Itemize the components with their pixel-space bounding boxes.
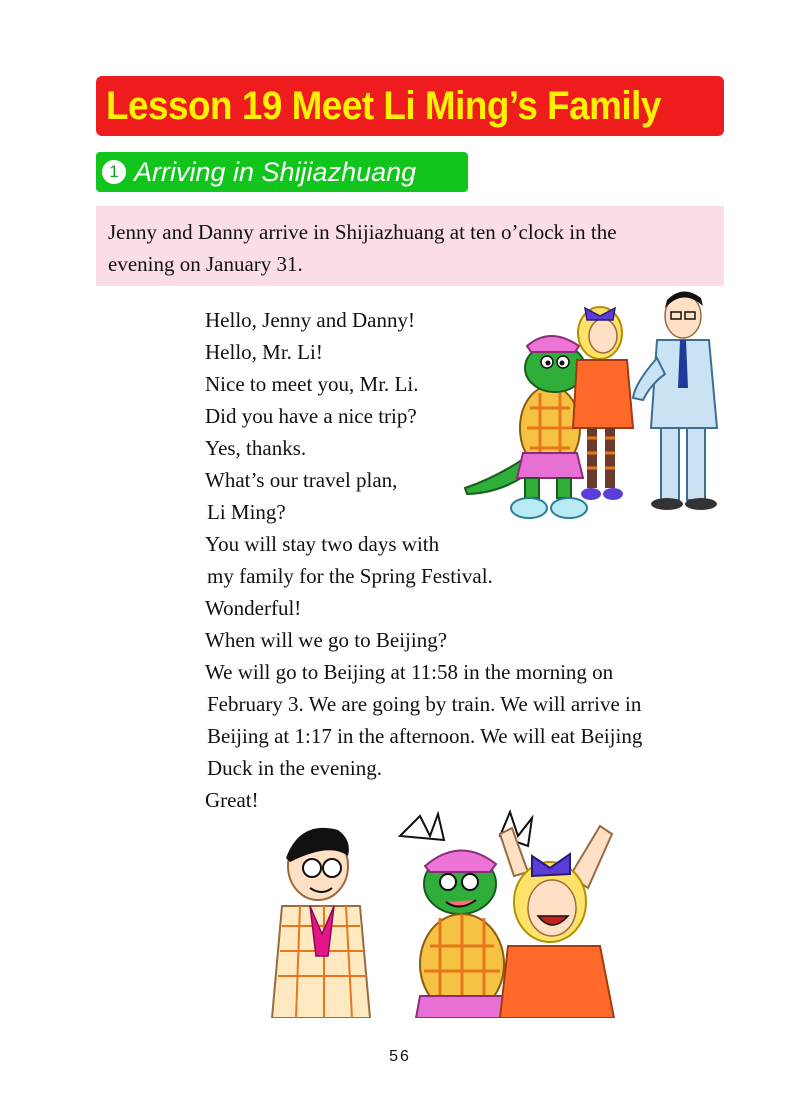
dialogue-text: Hello, Mr. Li!: [205, 340, 323, 364]
dialogue-text: Duck in the evening.: [207, 756, 382, 780]
dialogue-text: What’s our travel plan,: [205, 468, 398, 492]
section-number: 1: [102, 160, 126, 184]
section-title: Arriving in Shijiazhuang: [134, 156, 417, 187]
dialogue-text: Yes, thanks.: [205, 436, 307, 460]
dialogue-text: When will we go to Beijing?: [205, 628, 448, 652]
section-header: [96, 152, 468, 192]
intro-box: [96, 206, 724, 286]
dialogue-text: Nice to meet you, Mr. Li.: [205, 372, 419, 396]
dialogue-text: Did you have a nice trip?: [205, 404, 417, 428]
cheering-illustration: [270, 806, 630, 1018]
page-number: 56: [389, 1048, 411, 1065]
dialogue-text: Great!: [205, 788, 259, 812]
dialogue-text: Beijing at 1:17 in the afternoon. We will eat Beijing: [207, 724, 643, 748]
dialogue-text: We will go to Beijing at 11:58 in the morning on: [205, 660, 614, 684]
lesson-title-bar: [96, 76, 724, 136]
dialogue-text: February 3. We are going by train. We will arrive in: [207, 692, 642, 716]
dialogue-text: Li Ming?: [207, 500, 286, 524]
dialogue-text: Hello, Jenny and Danny!: [205, 308, 415, 332]
dialogue-text: my family for the Spring Festival.: [207, 564, 493, 588]
intro-line: Jenny and Danny arrive in Shijiazhuang at ten o’clock in the: [108, 220, 617, 244]
intro-line: evening on January 31.: [108, 252, 303, 276]
greeting-illustration: [455, 288, 725, 528]
dialogue-text: You will stay two days with: [205, 532, 440, 556]
dialogue-text: Wonderful!: [205, 596, 302, 620]
lesson-title: Lesson 19 Meet Li Ming’s Family: [106, 83, 661, 128]
